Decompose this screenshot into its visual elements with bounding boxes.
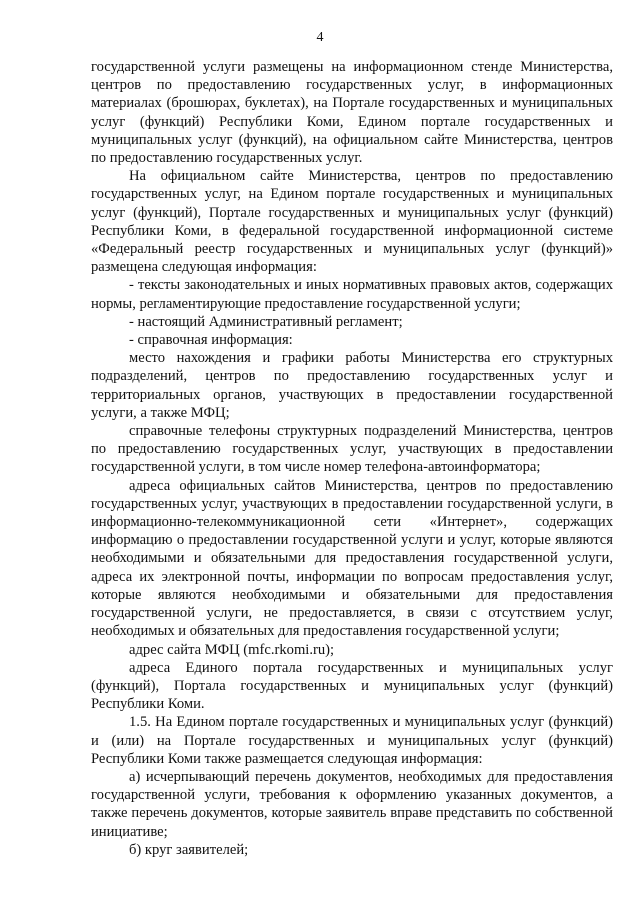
paragraph-portal-addresses: адреса Единого портала государственных и муниципальных услуг (функций), Портала государственных и муниципальных услуг (функций) Республики Коми. bbox=[91, 659, 613, 713]
list-item-reference-info: - справочная информация: bbox=[129, 332, 293, 349]
paragraph-phone-numbers: справочные телефоны структурных подразделений Министерства, центров по предоставлению государственных услуг, участвующих в предоставлении государственной услуги, в том числе номер телефона-автоинформатора; bbox=[91, 423, 613, 476]
list-item-regulation: - настоящий Административный регламент; bbox=[129, 313, 403, 330]
page-number: 4 bbox=[316, 30, 324, 45]
section-1-5-heading: 1.5. На Едином портале государственных и муниципальных услуг (функций) и (или) на Портале государственных и муниципальных услуг (функций) Республики Коми также размещается следующая информация: bbox=[91, 714, 613, 767]
document-body bbox=[91, 58, 613, 859]
list-item-b-applicants: б) круг заявителей; bbox=[129, 841, 249, 858]
paragraph-info-placement: государственной услуги размещены на информационном стенде Министерства, центров по предоставлению государственных услуг, в информационных материалах (брошюрах, буклетах), на Портале государственных и муниципальных услуг (функций) Республики Коми, Едином портале государственных и муниципальных услуг (функций), на официальном сайте Министерства, центров по предоставлению государственных услуг. bbox=[91, 59, 613, 167]
paragraph-website-addresses: адреса официальных сайтов Министерства, центров по предоставлению государственных услуг, участвующих в предоставлении государственной услуги, в информационно-телекоммуникационной сети «Интернет», содержащих информацию о предоставлении государственной услуги и услуг, которые являются необходимыми и обязательными для предоставления государственной услуги, адреса их электронной почты, информации по вопросам предоставления услуг, которые являются необходимыми и обязательными для предоставления государственной услуги, не предоставляется, в связи с отсутствием услуг, необходимых и обязательных для предоставления государственной услуги; bbox=[91, 477, 613, 640]
list-item-a-documents: а) исчерпывающий перечень документов, необходимых для предоставления государственной услуги, требования к оформлению указанных документов, а также перечень документов, которые заявитель вправе представить по собственной инициативе; bbox=[91, 768, 613, 840]
paragraph-mfc-site: адрес сайта МФЦ (mfc.rkomi.ru); bbox=[129, 641, 335, 658]
paragraph-location-schedule: место нахождения и графики работы Министерства его структурных подразделений, центров по предоставлению государственных услуг и территориальных органов, участвующих в предоставлении государственной услуги, а также МФЦ; bbox=[91, 350, 613, 421]
list-item-legal-acts: - тексты законодательных и иных нормативных правовых актов, содержащих нормы, регламентирующие предоставление государственной услуги; bbox=[91, 277, 613, 312]
paragraph-official-site-info: На официальном сайте Министерства, центров по предоставлению государственных услуг, на Едином портале государственных и муниципальных услуг (функций), Портале государственных и муниципальных услуг (функций) Республики Коми, в федеральной государственной информационной системе «Федеральный реестр государственных и муниципальных услуг (функций)» размещена следующая информация: bbox=[91, 168, 613, 276]
